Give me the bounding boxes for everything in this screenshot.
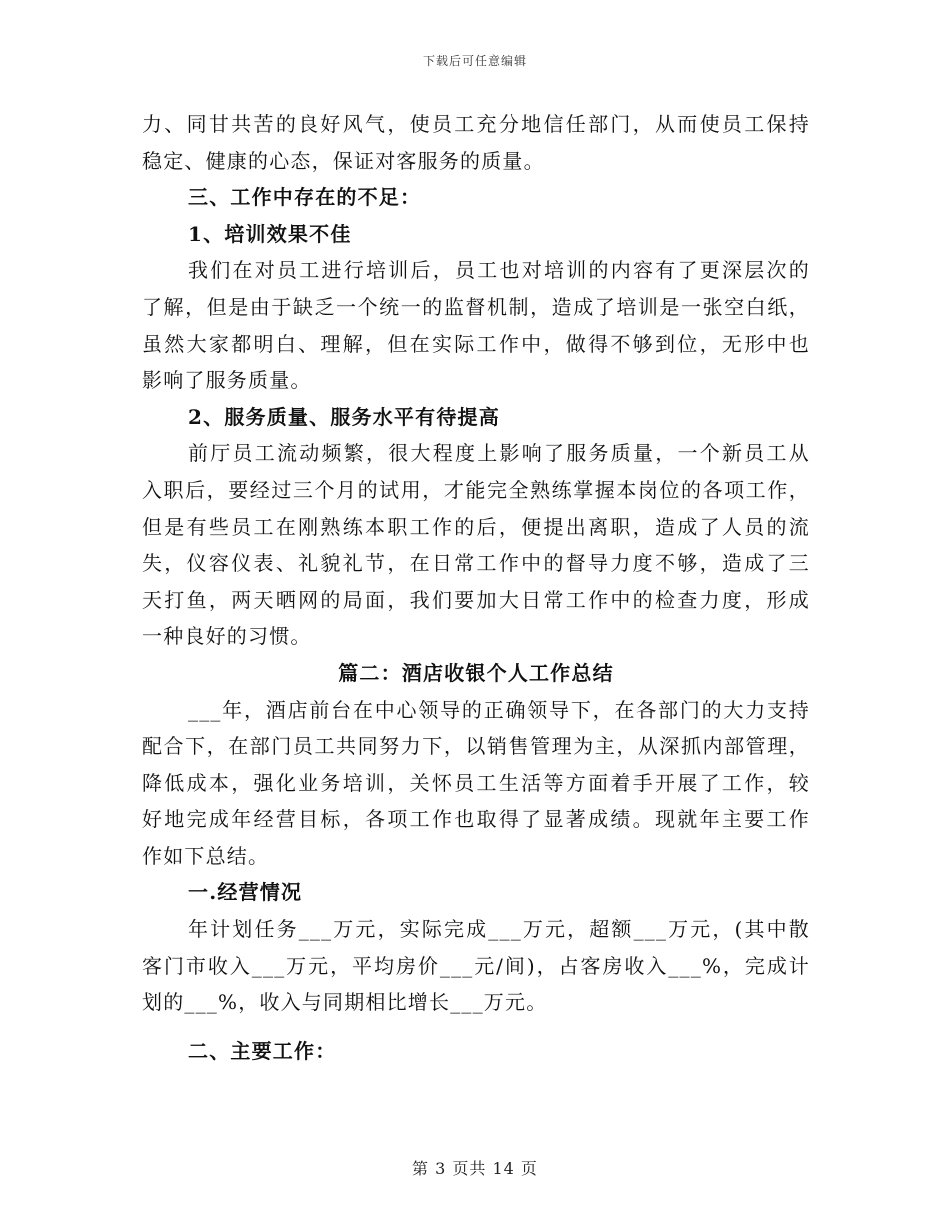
paragraph-line: 年计划任务___万元，实际完成___万元，超额___万元，(其中散 xyxy=(188,917,810,942)
page-footer: 第 3 页共 14 页 xyxy=(412,1159,538,1178)
paragraph-line: 力、同甘共苦的良好风气，使员工充分地信任部门，从而使员工保持 xyxy=(142,112,810,136)
chapter-title: 篇二：酒店收银个人工作总结 xyxy=(338,660,614,685)
paragraph-line: 划的___%，收入与同期相比增长___万元。 xyxy=(142,990,548,1015)
page-header: 下载后可任意编辑 xyxy=(422,54,527,68)
paragraph-line: 配合下，在部门员工共同努力下，以销售管理为主，从深抓内部管理， xyxy=(142,734,810,759)
paragraph-line: 一种良好的习惯。 xyxy=(142,624,312,649)
subsection-heading: 2、服务质量、服务水平有待提高 xyxy=(188,404,500,429)
paragraph-line: 了解，但是由于缺乏一个统一的监督机制，造成了培训是一张空白纸， xyxy=(142,294,810,319)
document-body xyxy=(142,106,810,1069)
section-heading: 二、主要工作： xyxy=(188,1038,337,1063)
section-spacer xyxy=(142,1021,810,1033)
paragraph-line: 作如下总结。 xyxy=(142,843,270,868)
paragraph-line: 虽然大家都明白、理解，但在实际工作中，做得不够到位，无形中也 xyxy=(142,331,810,356)
paragraph-line: 失，仪容仪表、礼貌礼节，在日常工作中的督导力度不够，造成了三 xyxy=(142,551,810,576)
section-heading: 三、工作中存在的不足： xyxy=(188,185,422,210)
paragraph-line: 但是有些员工在刚熟练本职工作的后，便提出离职，造成了人员的流 xyxy=(142,514,810,539)
paragraph-line: 入职后，要经过三个月的试用，才能完全熟练掌握本岗位的各项工作， xyxy=(142,477,810,502)
paragraph-line: 客门市收入___万元，平均房价___元/间)，占客房收入___%，完成计 xyxy=(142,953,810,978)
paragraph-line: 影响了服务质量。 xyxy=(142,368,312,393)
subsection-heading: 1、培训效果不佳 xyxy=(188,221,352,246)
paragraph-line: 我们在对员工进行培训后，员工也对培训的内容有了更深层次的 xyxy=(188,258,810,283)
paragraph-line: 稳定、健康的心态，保证对客服务的质量。 xyxy=(142,148,545,173)
paragraph-line: 前厅员工流动频繁，很大程度上影响了服务质量，一个新员工从 xyxy=(188,441,810,466)
paragraph-line: 降低成本，强化业务培训，关怀员工生活等方面着手开展了工作，较 xyxy=(142,770,810,795)
paragraph-line: 好地完成年经营目标，各项工作也取得了显著成绩。现就年主要工作 xyxy=(142,807,810,832)
paragraph-line: 天打鱼，两天晒网的局面，我们要加大日常工作中的检查力度，形成 xyxy=(142,587,810,612)
paragraph-line: ___年，酒店前台在中心领导的正确领导下，在各部门的大力支持 xyxy=(188,697,810,722)
section-heading: 一.经营情况 xyxy=(188,880,303,905)
